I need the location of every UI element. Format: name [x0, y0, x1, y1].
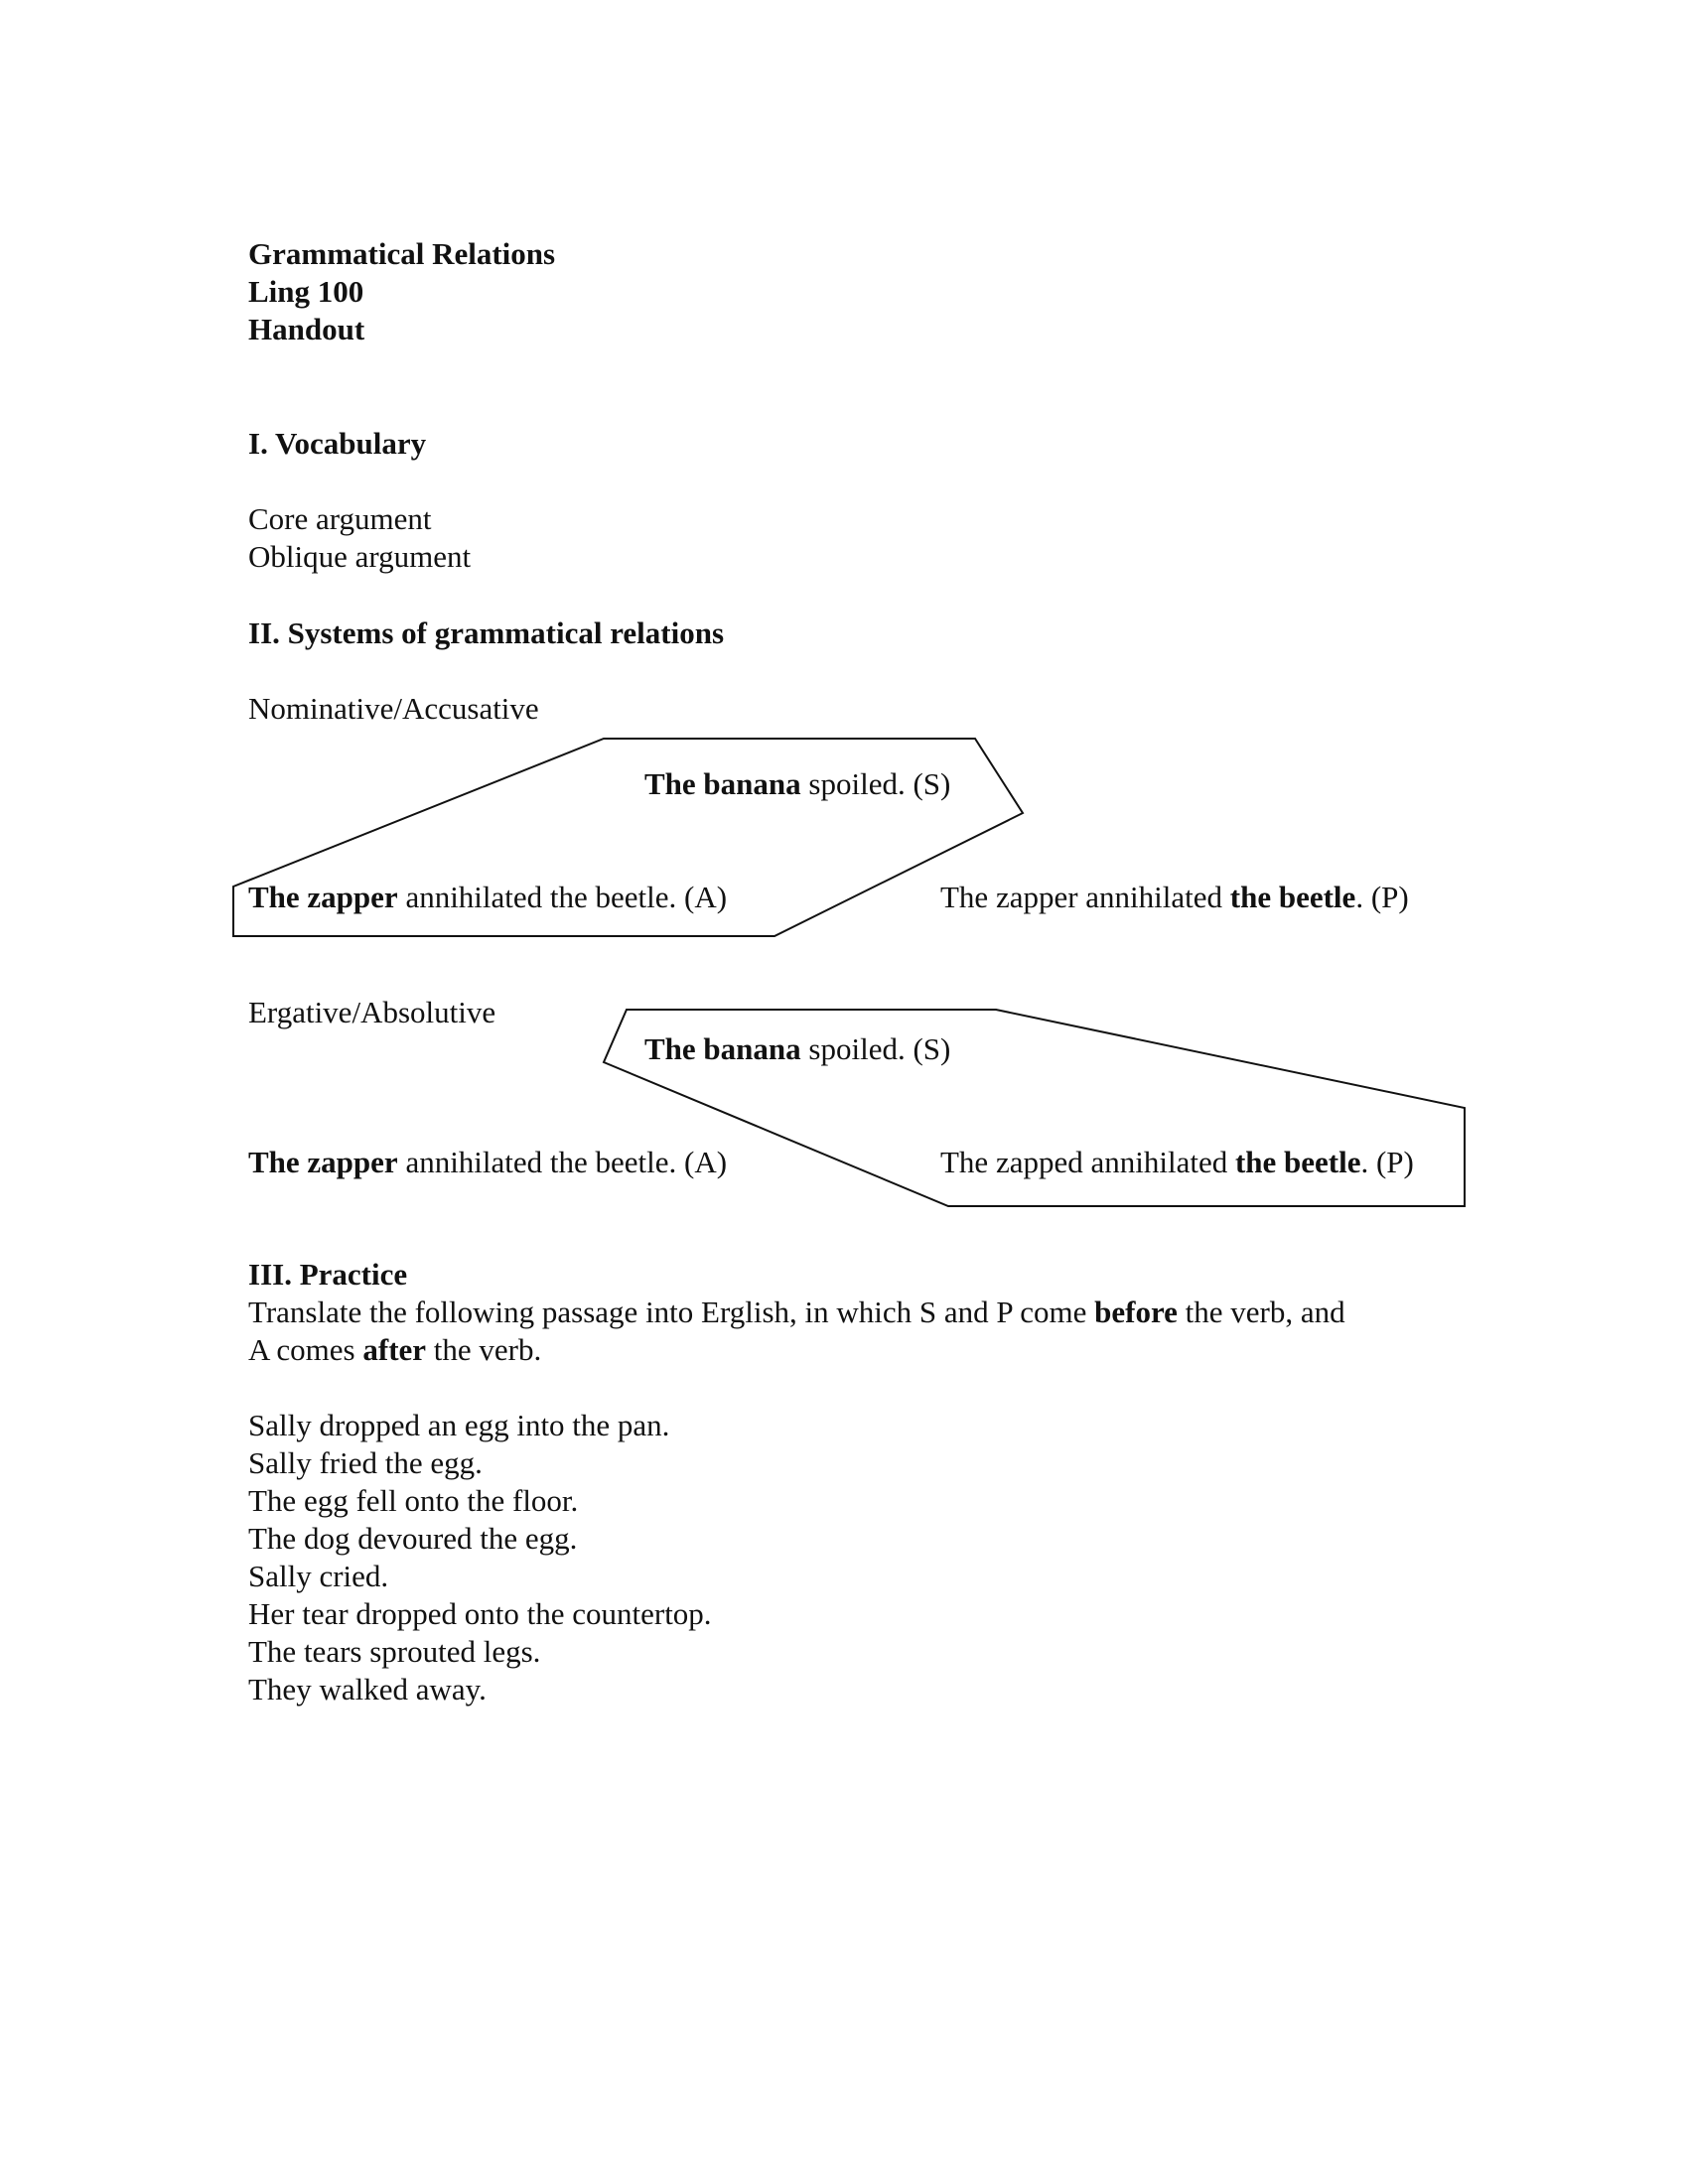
nominative-grouping-outline — [233, 739, 1023, 936]
nom-acc-label: Nominative/Accusative — [248, 691, 539, 726]
sentence-rest: spoiled. (S) — [800, 766, 951, 801]
patient-phrase: the beetle — [1229, 880, 1356, 914]
instruction-text: A comes — [248, 1332, 363, 1367]
agent-phrase: The zapper — [248, 880, 398, 914]
course-name: Ling 100 — [248, 274, 364, 309]
sentence-end: . (P) — [1355, 880, 1409, 914]
instruction-line-2 — [248, 1331, 1345, 1369]
instruction-text: Translate the following passage into Erglish, in which S and P come — [248, 1295, 1095, 1329]
document-title: Grammatical Relations — [248, 236, 556, 271]
patient-phrase: the beetle — [1234, 1145, 1361, 1179]
instruction-emphasis: before — [1094, 1295, 1178, 1329]
sentence-rest: annihilated the beetle. (A) — [397, 880, 728, 914]
sentence-start: The zapper annihilated — [940, 880, 1230, 914]
subject-phrase: The banana — [644, 1031, 801, 1066]
passage-line: Sally fried the egg. — [248, 1445, 483, 1480]
instruction-emphasis: after — [362, 1332, 427, 1367]
passage-line: The dog devoured the egg. — [248, 1521, 578, 1556]
section-vocabulary-heading: I. Vocabulary — [248, 426, 427, 461]
instruction-line-1 — [248, 1294, 1345, 1331]
subject-phrase: The banana — [644, 766, 801, 801]
sentence-rest: annihilated the beetle. (A) — [397, 1145, 728, 1179]
document-type: Handout — [248, 312, 365, 346]
passage-line: Sally dropped an egg into the pan. — [248, 1408, 670, 1442]
absolutive-grouping-outline — [604, 1010, 1465, 1206]
sentence-rest: spoiled. (S) — [800, 1031, 951, 1066]
passage-line: Her tear dropped onto the countertop. — [248, 1596, 712, 1631]
vocabulary-term: Oblique argument — [248, 539, 472, 574]
erg-abs-label: Ergative/Absolutive — [248, 995, 496, 1029]
passage-line: They walked away. — [248, 1672, 487, 1706]
sentence-start: The zapped annihilated — [940, 1145, 1235, 1179]
vocabulary-term: Core argument — [248, 501, 432, 536]
passage-line: The tears sprouted legs. — [248, 1634, 541, 1669]
section-systems-heading: II. Systems of grammatical relations — [248, 615, 725, 650]
practice-instruction — [248, 1294, 1345, 1369]
sentence-end: . (P) — [1360, 1145, 1414, 1179]
passage-line: Sally cried. — [248, 1559, 389, 1593]
passage-line: The egg fell onto the floor. — [248, 1483, 579, 1518]
practice-passage — [248, 1407, 712, 1708]
section-practice-heading: III. Practice — [248, 1257, 408, 1292]
instruction-text: the verb, and — [1177, 1295, 1345, 1329]
instruction-text: the verb. — [426, 1332, 542, 1367]
agent-phrase: The zapper — [248, 1145, 398, 1179]
